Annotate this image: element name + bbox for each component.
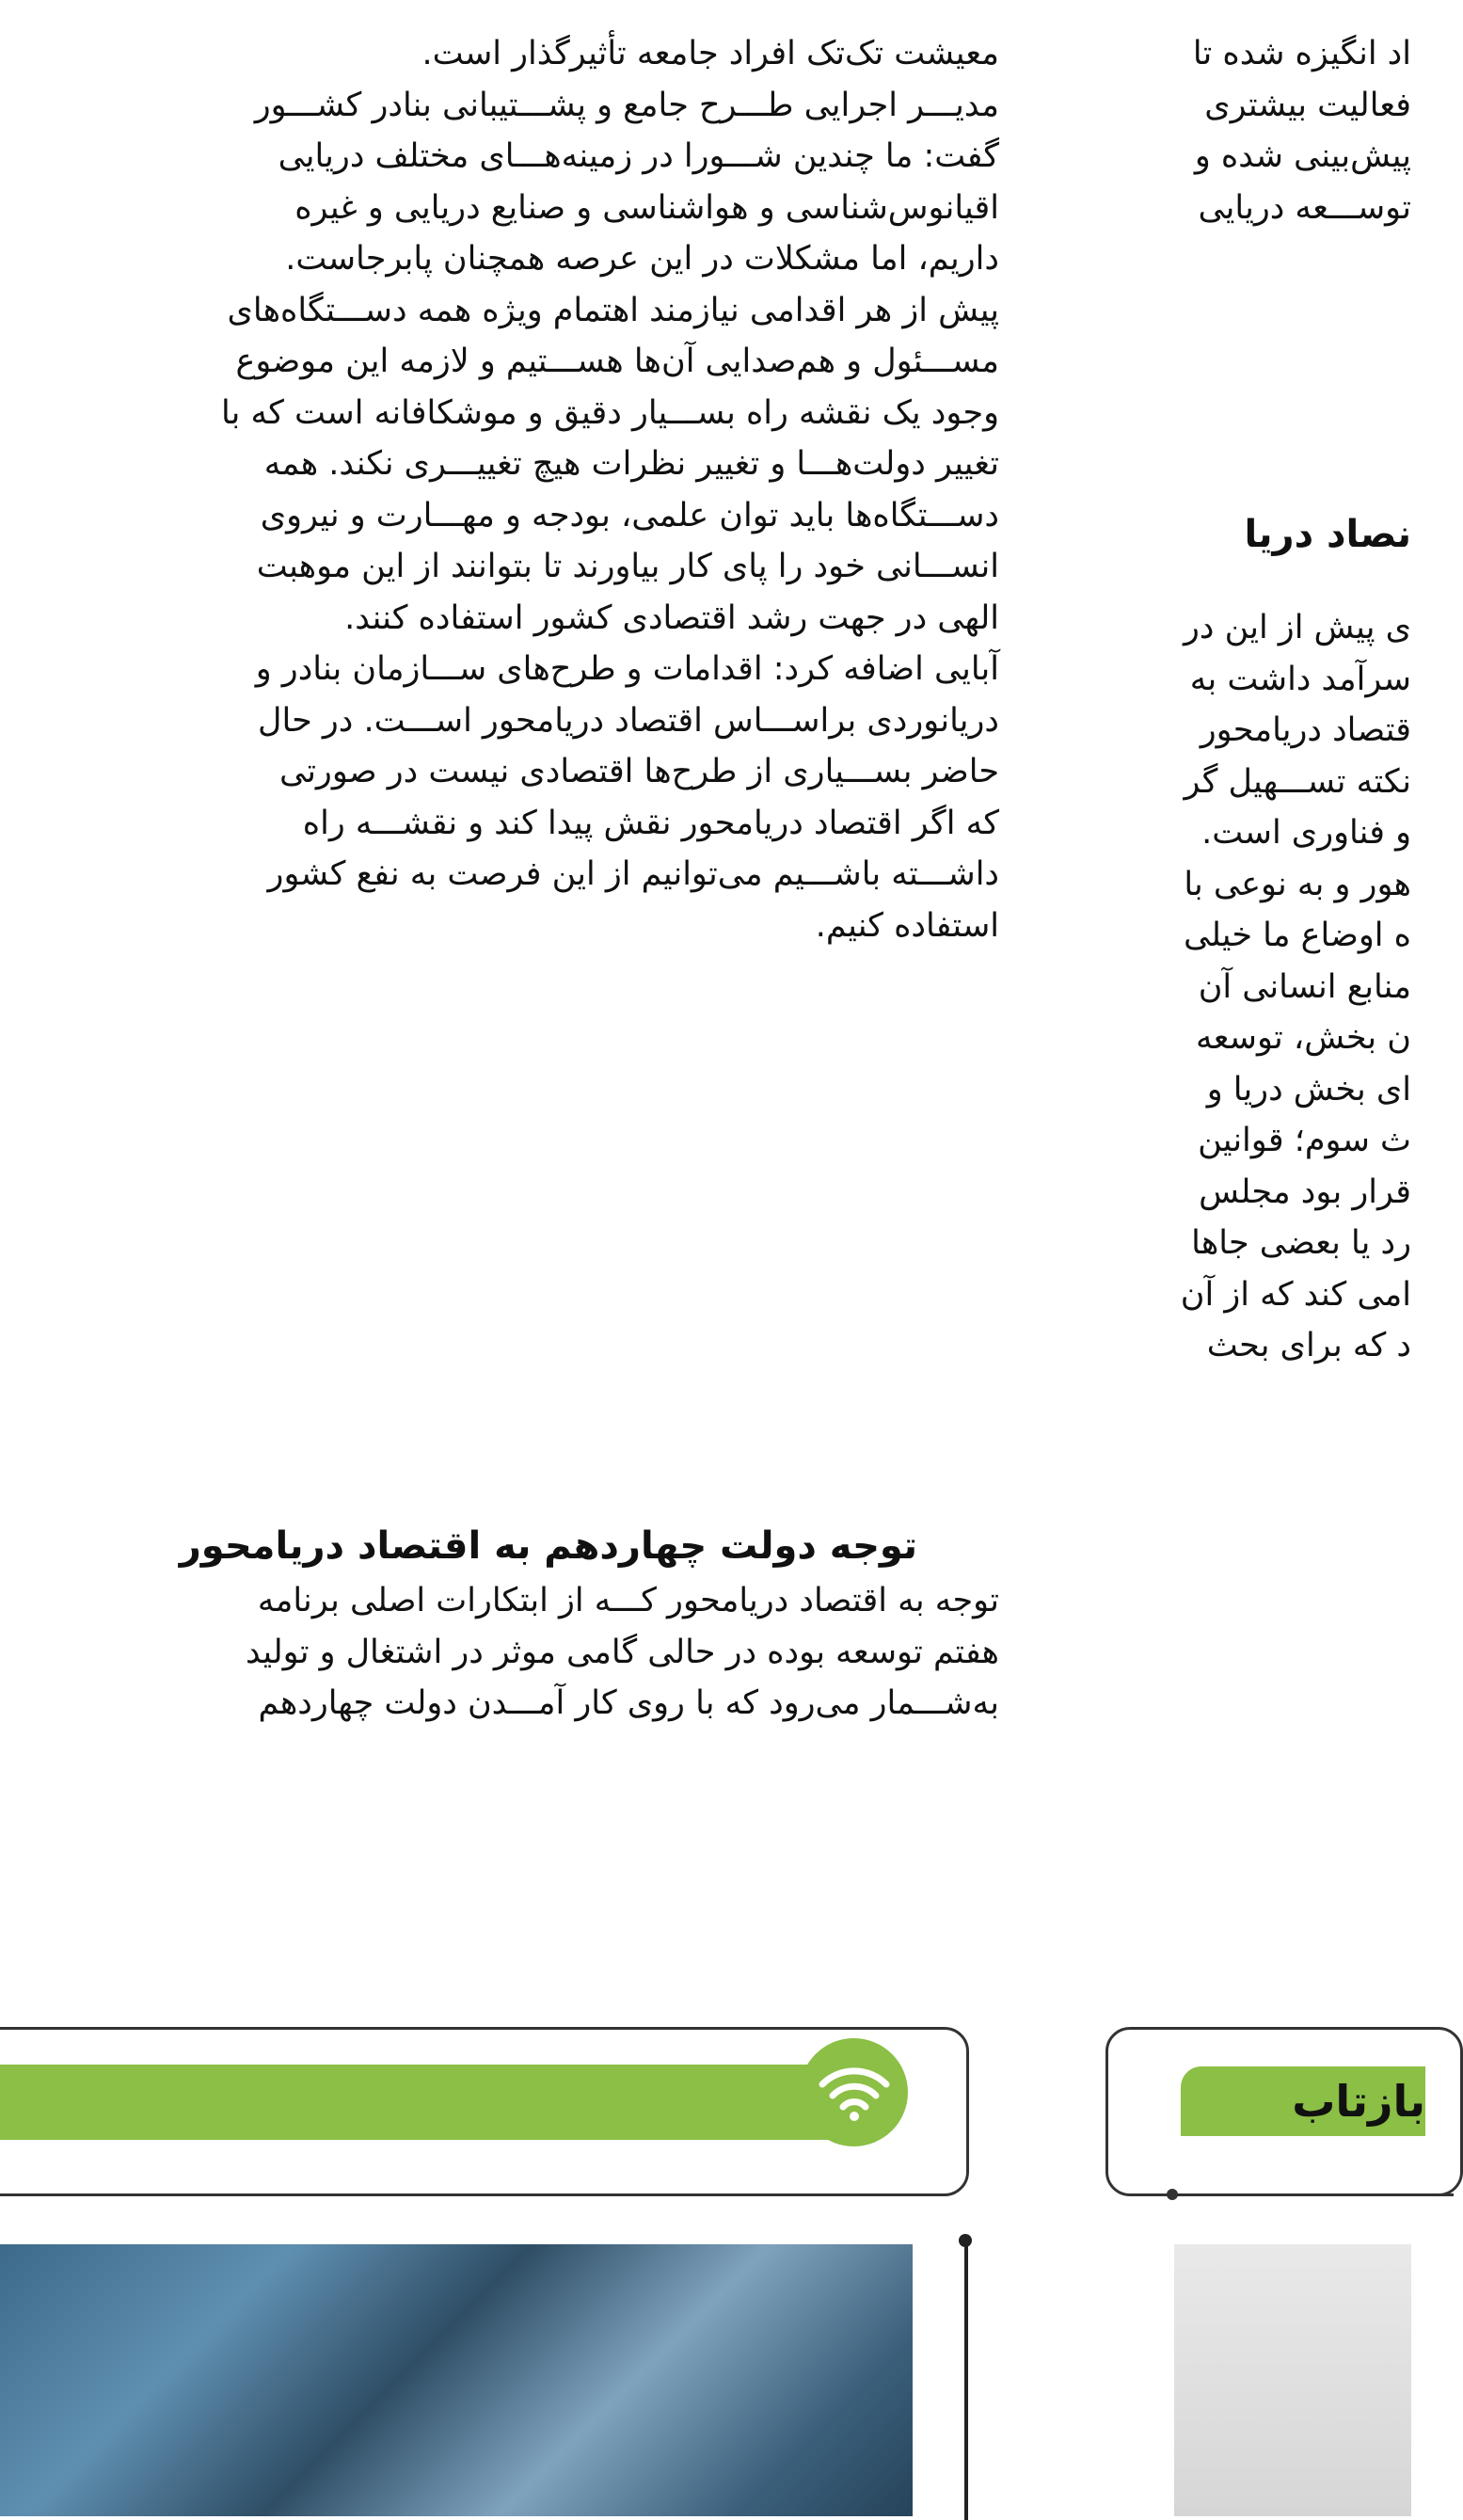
body-text-line: ای بخش دریا و [1206,1070,1411,1108]
body-text-line: الهی در جهت رشد اقتصادی کشور استفاده کنند. [344,598,999,637]
body-text-line: توجه به اقتصاد دریامحور کـــه از ابتکارات اصلی برنامه [257,1582,999,1619]
news-box-header-bar [0,2065,861,2140]
body-text-line: سرآمد داشت به [1189,660,1411,698]
body-text-line: هفتم توسعه بوده در حالی گامی موثر در اشتغال و تولید [246,1633,999,1671]
body-text-line: و فناوری است. [1201,814,1411,852]
body-text-line: قرار بود مجلس [1199,1172,1411,1211]
body-text-line: حاضر بســـیاری از طرح‌ها اقتصادی نیست در صورتی [279,753,999,790]
body-text-line: دریانوردی براســـاس اقتصاد دریامحور اســـت. در حال [258,701,999,740]
body-text-line: اد انگیزه شده تا [1192,35,1411,72]
body-text-line: پیش از هر اقدامی نیازمند اهتمام ویژه همه دســـتگاه‌های [227,291,999,329]
news-photo [0,2244,913,2516]
main-article-column [0,28,999,951]
body-text-line: توســـعه دریایی [1198,188,1411,227]
vertical-rule [964,2238,968,2520]
body-text-line: به‌شـــمار می‌رود که با روی کار آمـــدن دولت چهاردهم [258,1684,999,1722]
body-text-line: داشـــته باشـــیم می‌توانیم از این فرصت به نفع کشور [267,855,999,893]
body-text-line: قتصاد دریامحور [1200,711,1411,749]
bazetab-photo [1174,2244,1411,2516]
body-text-line: د که برای بحث [1206,1327,1411,1364]
body-text-line: هور و به نوعی با [1184,865,1411,903]
body-text-line: فعالیت بیشتری [1204,86,1411,124]
wifi-icon [800,2038,908,2146]
body-text-line: ی پیش از این در [1183,609,1411,646]
body-text-line: معیشت تک‌تک افراد جامعه تأثیرگذار است. [421,35,999,72]
body-text-line: مســـئول و هم‌صدایی آن‌ها هســـتیم و لازمه این موضوع [235,343,999,380]
body-text-line: وجود یک نقشه راه بســـیار دقیق و موشکافانه است که با [220,393,999,432]
body-text-line: نکته تســـهیل گر [1184,762,1411,801]
body-text-line: گفت: ما چندین شـــورا در زمینه‌هـــای مختلف دریایی [278,137,999,175]
body-text-line: رد یا بعضی جاها [1191,1224,1411,1262]
right-article-column-top [1093,28,1411,233]
body-text-line: آبایی اضافه کرد: اقدامات و طرح‌های ســـازمان بنادر و [255,650,999,688]
divider-line [1171,2193,1454,2196]
body-text-line: ه اوضاع ما خیلی [1184,917,1411,954]
body-text-line: امی کند که از آن [1180,1275,1411,1314]
body-text-line: ث سوم؛ قوانین [1198,1122,1411,1159]
body-text-line: داریم، اما مشکلات در این عرصه همچنان پابرجاست. [285,240,999,278]
body-text-line: استفاده کنیم. [815,906,999,945]
main-article-column-continued [0,1575,999,1730]
right-article-column [1093,602,1411,1372]
body-text-line: ن بخش، توسعه [1195,1019,1411,1057]
section-heading-right: نصاد دریا [1244,513,1411,556]
body-text-line: تغییر دولت‌هـــا و تغییر نظرات هیچ تغییـــری نکند. همه [263,445,999,483]
body-text-line: اقیانوس‌شناسی و هواشناسی و صنایع دریایی و غیره [294,188,999,227]
section-heading-main: توجه دولت چهاردهم به اقتصاد دریامحور [179,1524,917,1568]
body-text-line: که اگر اقتصاد دریامحور نقش پیدا کند و نقشـــه راه [302,804,999,842]
body-text-line: انســـانی خود را پای کار بیاورند تا بتوانند از این موهبت [256,548,999,585]
divider-dot [1167,2189,1178,2200]
body-text-line: پیش‌بینی شده و [1194,137,1411,175]
body-text-line: مدیـــر اجرایی طـــرح جامع و پشـــتیبانی بنادر کشـــور [254,86,999,124]
body-text-line: دســـتگاه‌ها باید توان علمی، بودجه و مهـــارت و نیروی [260,496,999,534]
bazetab-label: بازتاب [1292,2076,1425,2127]
body-text-line: منابع انسانی آن [1198,967,1411,1006]
